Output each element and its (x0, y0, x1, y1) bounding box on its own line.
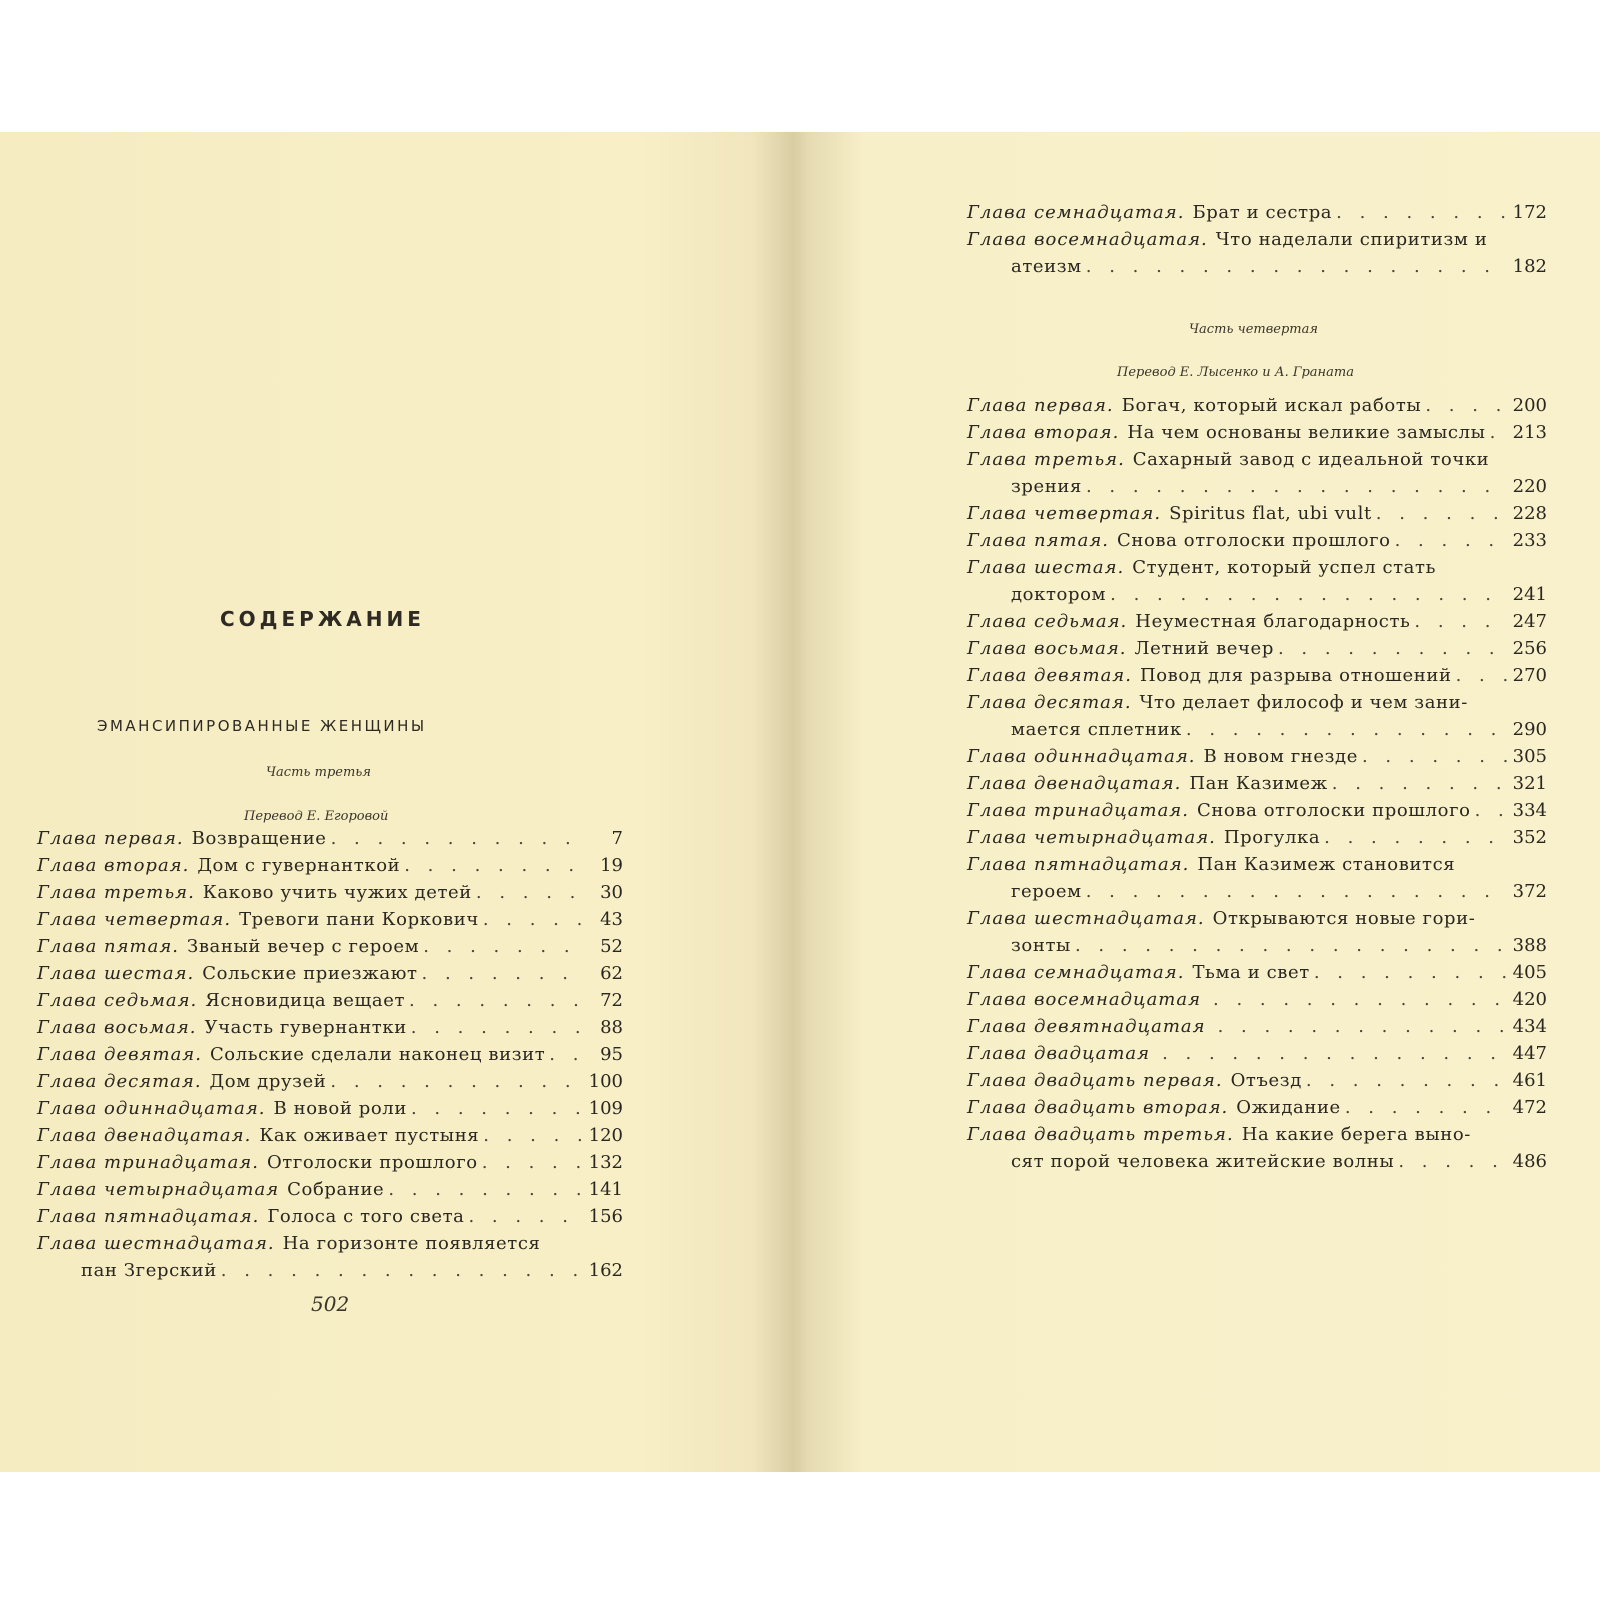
chapter-label: Глава тринадцатая. (37, 1152, 259, 1173)
chapter-label: Глава одиннадцатая. (967, 746, 1196, 767)
page-ref: 156 (588, 1206, 623, 1227)
page-ref: 388 (1512, 935, 1547, 956)
toc-entry-line (967, 581, 1547, 608)
page-ref: 30 (600, 882, 623, 903)
dot-leader (1314, 959, 1507, 986)
page-ref: 120 (588, 1125, 623, 1146)
toc-entry (967, 1040, 1547, 1067)
toc-entry-line (967, 500, 1547, 527)
toc-entry (967, 446, 1547, 500)
page-ref: 472 (1512, 1097, 1547, 1118)
dot-leader (1086, 473, 1507, 500)
dot-leader (1456, 662, 1507, 689)
chapter-title-continuation: мается сплетник (1011, 719, 1182, 740)
chapter-label: Глава двадцатая (967, 1043, 1151, 1064)
dot-leader (404, 852, 583, 879)
toc-entry-line (967, 770, 1547, 797)
toc-entry-line (37, 879, 623, 906)
chapter-title: Званый вечер с героем (187, 936, 420, 957)
chapter-label: Глава одиннадцатая. (37, 1098, 266, 1119)
dot-leader (1324, 824, 1507, 851)
toc-entry (37, 933, 623, 960)
chapter-label: Глава пятая. (967, 530, 1109, 551)
toc-entry-line (967, 986, 1547, 1013)
chapter-title: В новой роли (273, 1098, 407, 1119)
translator-credit: Перевод Е. Лысенко и А. Граната (1117, 365, 1354, 380)
page-ref: 19 (600, 855, 623, 876)
dot-leader (1395, 527, 1507, 554)
page-ref: 372 (1512, 881, 1547, 902)
chapter-title: В новом гнезде (1203, 746, 1358, 767)
toc-entry (967, 635, 1547, 662)
toc-list-right (967, 392, 1547, 1175)
toc-entry-line (37, 825, 623, 852)
dot-leader (1376, 500, 1507, 527)
chapter-title: Неуместная благодарность (1135, 611, 1411, 632)
chapter-label: Глава десятая. (37, 1071, 202, 1092)
chapter-label: Глава четырнадцатая (37, 1179, 280, 1200)
toc-entry-line (967, 253, 1547, 280)
chapter-label: Глава восемнадцатая. (967, 229, 1208, 250)
toc-entry-line (967, 878, 1547, 905)
chapter-label: Глава шестая. (967, 557, 1125, 578)
chapter-title: Как оживает пустыня (259, 1125, 480, 1146)
chapter-label: Глава восьмая. (37, 1017, 197, 1038)
page-ref: 233 (1512, 530, 1547, 551)
dot-leader (1086, 878, 1507, 905)
chapter-title: Возвращение (191, 828, 327, 849)
toc-entry-line (37, 1230, 623, 1257)
dot-leader (1218, 1013, 1507, 1040)
chapter-title: Летний вечер (1134, 638, 1274, 659)
page-number: 502 (311, 1292, 350, 1316)
toc-entry-line (37, 933, 623, 960)
dot-leader (482, 1149, 583, 1176)
page-ref: 352 (1512, 827, 1547, 848)
toc-entry-line (967, 446, 1547, 473)
page-ref: 43 (600, 909, 623, 930)
chapter-title: Дом друзей (209, 1071, 327, 1092)
dot-leader (476, 879, 583, 906)
page-ref: 321 (1512, 773, 1547, 794)
toc-entry-line (967, 1067, 1547, 1094)
toc-entry (967, 608, 1547, 635)
page-ref: 132 (588, 1152, 623, 1173)
toc-entry (967, 905, 1547, 959)
chapter-label: Глава двадцать третья. (967, 1124, 1234, 1145)
chapter-title: Голоса с того света (267, 1206, 465, 1227)
dot-leader (422, 960, 583, 987)
chapter-label: Глава третья. (967, 449, 1125, 470)
toc-entry (37, 1014, 623, 1041)
page-ref: 447 (1512, 1043, 1547, 1064)
dot-leader (549, 1041, 583, 1068)
dot-leader (483, 906, 583, 933)
page-ref: 247 (1512, 611, 1547, 632)
toc-entry-line (967, 635, 1547, 662)
toc-entry-line (967, 689, 1547, 716)
dot-leader (388, 1176, 583, 1203)
page-ref: 162 (588, 1260, 623, 1281)
dot-leader (411, 1095, 583, 1122)
chapter-label: Глава четвертая. (37, 909, 232, 930)
toc-entry-line (967, 1013, 1547, 1040)
chapter-title: Прогулка (1223, 827, 1321, 848)
chapter-title: Тревоги пани Коркович (239, 909, 479, 930)
toc-entry (967, 689, 1547, 743)
book-spread (0, 132, 1600, 1472)
contents-title: СОДЕРЖАНИЕ (220, 607, 425, 631)
toc-entry-line (967, 199, 1547, 226)
toc-entry (37, 906, 623, 933)
toc-entry-line (37, 1068, 623, 1095)
page-ref: 200 (1512, 395, 1547, 416)
chapter-label: Глава девятая. (967, 665, 1132, 686)
page-ref: 290 (1512, 719, 1547, 740)
dot-leader (1186, 716, 1507, 743)
toc-entry-line (967, 226, 1547, 253)
page-ref: 182 (1512, 256, 1547, 277)
toc-entry (967, 797, 1547, 824)
chapter-title: Открываются новые гори- (1212, 908, 1476, 929)
chapter-title: Ясновидица вещает (205, 990, 406, 1011)
dot-leader (331, 825, 583, 852)
chapter-label: Глава семнадцатая. (967, 962, 1185, 983)
toc-entry-line (967, 959, 1547, 986)
toc-entry-line (967, 743, 1547, 770)
chapter-label: Глава шестнадцатая. (37, 1233, 275, 1254)
dot-leader (1336, 199, 1507, 226)
chapter-title: Что делает философ и чем зани- (1139, 692, 1468, 713)
toc-entry-line (37, 1257, 623, 1284)
dot-leader (409, 987, 583, 1014)
chapter-label: Глава девятая. (37, 1044, 202, 1065)
page-ref: 486 (1512, 1151, 1547, 1172)
page-ref: 109 (588, 1098, 623, 1119)
chapter-label: Глава семнадцатая. (967, 202, 1185, 223)
chapter-title: Что наделали спиритизм и (1215, 229, 1488, 250)
page-ref: 141 (588, 1179, 623, 1200)
chapter-label: Глава восьмая. (967, 638, 1127, 659)
dot-leader (1162, 1040, 1507, 1067)
toc-entry (37, 960, 623, 987)
toc-entry-line (37, 852, 623, 879)
chapter-label: Глава пятнадцатая. (37, 1206, 260, 1227)
chapter-title: Брат и сестра (1192, 202, 1333, 223)
toc-entry (967, 392, 1547, 419)
chapter-title: Пан Казимеж (1189, 773, 1328, 794)
toc-entry (37, 1176, 623, 1203)
chapter-label: Глава третья. (37, 882, 195, 903)
chapter-title: Дом с гувернанткой (197, 855, 401, 876)
page-ref: 420 (1512, 989, 1547, 1010)
toc-entry-line (967, 527, 1547, 554)
chapter-label: Глава двенадцатая. (37, 1125, 252, 1146)
chapter-label: Глава первая. (967, 395, 1114, 416)
right-page (802, 132, 1600, 1472)
dot-leader (1332, 770, 1507, 797)
work-title: ЭМАНСИПИРОВАННЫЕ ЖЕНЩИНЫ (97, 717, 427, 735)
toc-entry-line (967, 392, 1547, 419)
dot-leader (1086, 253, 1507, 280)
toc-entry (967, 500, 1547, 527)
chapter-title: Собрание (287, 1179, 385, 1200)
toc-entry (967, 770, 1547, 797)
chapter-label: Глава пятнадцатая. (967, 854, 1190, 875)
left-page (0, 132, 798, 1472)
toc-entry (967, 1067, 1547, 1094)
page-ref: 62 (600, 963, 623, 984)
toc-entry (967, 743, 1547, 770)
toc-entry-line (37, 1203, 623, 1230)
toc-entry (967, 851, 1547, 905)
toc-entry-line (967, 608, 1547, 635)
dot-leader (1475, 797, 1507, 824)
dot-leader (1398, 1148, 1507, 1175)
toc-entry-line (967, 851, 1547, 878)
chapter-label: Глава двадцать первая. (967, 1070, 1223, 1091)
chapter-title-continuation: сят порой человека житейские волны (1011, 1151, 1395, 1172)
toc-entry-line (37, 906, 623, 933)
chapter-title: Сольские сделали наконец визит (209, 1044, 546, 1065)
chapter-title: Отголоски прошлого (266, 1152, 478, 1173)
chapter-label: Глава тринадцатая. (967, 800, 1189, 821)
toc-entry-line (37, 1176, 623, 1203)
toc-entry (37, 1122, 623, 1149)
toc-entry (967, 1121, 1547, 1175)
toc-entry-line (37, 987, 623, 1014)
toc-entry-line (37, 960, 623, 987)
toc-entry (967, 226, 1547, 280)
chapter-title-continuation: доктором (1011, 584, 1107, 605)
toc-entry-line (967, 824, 1547, 851)
toc-entry (967, 1094, 1547, 1121)
chapter-title: На какие берега выно- (1241, 1124, 1471, 1145)
toc-entry-line (37, 1149, 623, 1176)
dot-leader (1075, 932, 1507, 959)
chapter-title-continuation: атеизм (1011, 256, 1082, 277)
dot-leader (221, 1257, 583, 1284)
chapter-title: Ожидание (1236, 1097, 1341, 1118)
dot-leader (1278, 635, 1507, 662)
dot-leader (1110, 581, 1507, 608)
toc-entry (37, 825, 623, 852)
toc-entry-line (967, 1121, 1547, 1148)
dot-leader (1425, 392, 1507, 419)
toc-entry (967, 662, 1547, 689)
chapter-title: Богач, который искал работы (1121, 395, 1422, 416)
page-ref: 72 (600, 990, 623, 1011)
chapter-label: Глава седьмая. (967, 611, 1128, 632)
chapter-title: На чем основаны великие замыслы (1127, 422, 1486, 443)
chapter-title: Повод для разрыва отношений (1139, 665, 1452, 686)
dot-leader (330, 1068, 583, 1095)
dot-leader (1213, 986, 1507, 1013)
toc-entry (37, 1203, 623, 1230)
toc-entry (967, 1013, 1547, 1040)
chapter-label: Глава девятнадцатая (967, 1016, 1206, 1037)
chapter-title: Студент, который успел стать (1132, 557, 1436, 578)
dot-leader (423, 933, 583, 960)
toc-entry (967, 959, 1547, 986)
chapter-label: Глава четвертая. (967, 503, 1162, 524)
chapter-label: Глава двадцать вторая. (967, 1097, 1229, 1118)
chapter-label: Глава шестая. (37, 963, 195, 984)
chapter-title: Сольские приезжают (202, 963, 418, 984)
dot-leader (1306, 1067, 1507, 1094)
chapter-title: На горизонте появляется (282, 1233, 541, 1254)
chapter-title: Отъезд (1230, 1070, 1302, 1091)
page-ref: 100 (588, 1071, 623, 1092)
chapter-title-continuation: зонты (1011, 935, 1071, 956)
chapter-label: Глава четырнадцатая. (967, 827, 1216, 848)
dot-leader (411, 1014, 583, 1041)
page-ref: 7 (611, 828, 623, 849)
toc-entry (37, 879, 623, 906)
toc-entry (967, 419, 1547, 446)
chapter-title: Сахарный завод с идеальной точки (1132, 449, 1490, 470)
toc-entry (37, 987, 623, 1014)
page-ref: 305 (1512, 746, 1547, 767)
toc-entry-line (37, 1095, 623, 1122)
dot-leader (1345, 1094, 1507, 1121)
page-ref: 334 (1512, 800, 1547, 821)
dot-leader (468, 1203, 583, 1230)
toc-entry (37, 1095, 623, 1122)
chapter-label: Глава седьмая. (37, 990, 198, 1011)
toc-entry (37, 1230, 623, 1284)
toc-entry (967, 824, 1547, 851)
toc-entry-line (37, 1014, 623, 1041)
toc-entry (37, 1068, 623, 1095)
page-ref: 270 (1512, 665, 1547, 686)
toc-entry-line (967, 797, 1547, 824)
chapter-label: Глава восемнадцатая (967, 989, 1202, 1010)
toc-entry (37, 1149, 623, 1176)
page-ref: 256 (1512, 638, 1547, 659)
chapter-label: Глава первая. (37, 828, 184, 849)
chapter-title-continuation: пан Згерский (81, 1260, 217, 1281)
toc-list-left (37, 825, 623, 1284)
dot-leader (483, 1122, 583, 1149)
chapter-label: Глава вторая. (967, 422, 1120, 443)
translator-credit: Перевод Е. Егоровой (244, 809, 389, 824)
toc-entry-line (967, 1040, 1547, 1067)
chapter-label: Глава шестнадцатая. (967, 908, 1205, 929)
page-ref: 172 (1512, 202, 1547, 223)
toc-entry-line (967, 716, 1547, 743)
toc-entry (37, 852, 623, 879)
toc-entry-line (37, 1122, 623, 1149)
toc-entry-line (967, 473, 1547, 500)
chapter-label: Глава пятая. (37, 936, 179, 957)
toc-entry (967, 986, 1547, 1013)
page-ref: 88 (600, 1017, 623, 1038)
page-ref: 228 (1512, 503, 1547, 524)
chapter-title: Снова отголоски прошлого (1117, 530, 1391, 551)
toc-entry (967, 527, 1547, 554)
toc-entry-line (967, 662, 1547, 689)
page-ref: 405 (1512, 962, 1547, 983)
toc-entry-line (967, 1094, 1547, 1121)
toc-entry-line (967, 554, 1547, 581)
chapter-title: Тьма и свет (1192, 962, 1310, 983)
page-ref: 241 (1512, 584, 1547, 605)
toc-entry-line (37, 1041, 623, 1068)
chapter-title-continuation: зрения (1011, 476, 1082, 497)
toc-entry-line (967, 905, 1547, 932)
chapter-title: Spiritus flat, ubi vult (1169, 503, 1372, 524)
toc-entry (967, 554, 1547, 608)
toc-list-right-top (967, 199, 1547, 280)
page-ref: 95 (600, 1044, 623, 1065)
part-label: Часть четвертая (1189, 322, 1318, 337)
dot-leader (1490, 419, 1507, 446)
chapter-label: Глава вторая. (37, 855, 190, 876)
chapter-title: Снова отголоски прошлого (1196, 800, 1471, 821)
page-ref: 213 (1512, 422, 1547, 443)
chapter-label: Глава десятая. (967, 692, 1132, 713)
page-ref: 52 (600, 936, 623, 957)
chapter-title: Участь гувернантки (204, 1017, 407, 1038)
chapter-title: Каково учить чужих детей (202, 882, 472, 903)
page-ref: 434 (1512, 1016, 1547, 1037)
chapter-label: Глава двенадцатая. (967, 773, 1182, 794)
part-label: Часть третья (266, 765, 371, 780)
toc-entry (967, 199, 1547, 226)
chapter-title: Пан Казимеж становится (1197, 854, 1456, 875)
page-ref: 220 (1512, 476, 1547, 497)
dot-leader (1362, 743, 1507, 770)
toc-entry (37, 1041, 623, 1068)
chapter-title-continuation: героем (1011, 881, 1082, 902)
page-ref: 461 (1512, 1070, 1547, 1091)
toc-entry-line (967, 419, 1547, 446)
toc-entry-line (967, 1148, 1547, 1175)
toc-entry-line (967, 932, 1547, 959)
dot-leader (1414, 608, 1507, 635)
